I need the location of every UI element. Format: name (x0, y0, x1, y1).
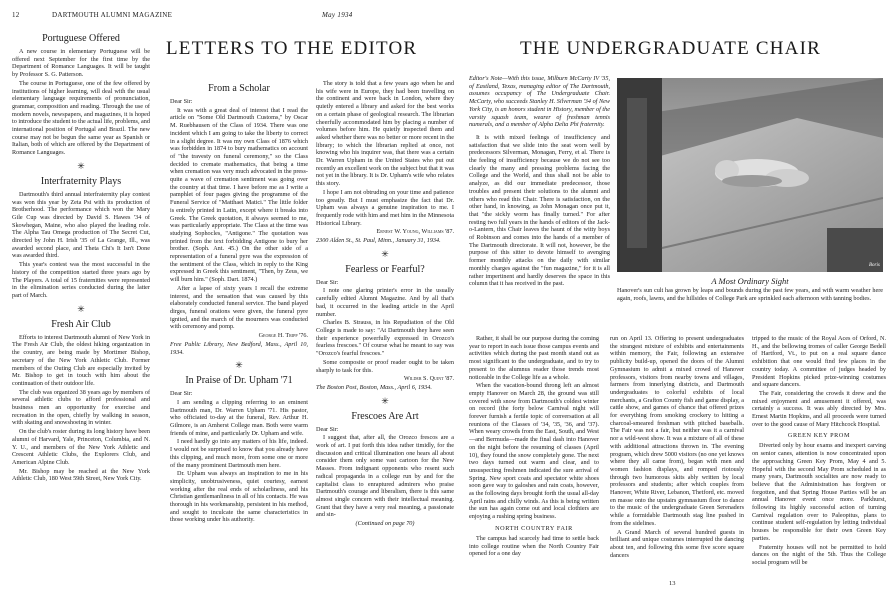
paragraph: I note one glaring printer's error in the usually carefully edited Alumni Magazine. And by all that's bad, it occurred in the leading article in the April number. (316, 287, 454, 318)
letter-signature: Ernest W. Young, Williams '87. (376, 228, 454, 236)
chair-column-1 (469, 335, 599, 592)
paragraph: Diverted only by hour exams and inexpert carving on senior canes, attention is now concentrated upon the approaching Green Key Prom, May 4 and 5. Hopeful with the second May Prom scheduled in as many years, Dartmouth socialites are now ready to believe that the Administration has forgiven or forgotten, and that Spring House Parties will be an annual Hanover event once more. Parkhurst, following its highly successful action of turning Carnival regulation over to Paleopitus, plans to continue student self-regulation by letting individual houses be responsible for their own Green Key parties. (752, 442, 886, 542)
paragraph: A Grand March of several hundred guests in brilliant and unique costumes interrupted the dancing about ten, and following this some five score square dancers (610, 528, 744, 559)
letters-column-1 (170, 80, 308, 592)
photo-caption-body: Hanover's sun cult has grown by leaps and bounds during the past few years, and with warm weather here again, roofs, lawns, and the hillsides of College Park are sprinkled each afternoon with tanning bodies. (617, 287, 883, 302)
paragraph: tripped to the music of the Royal Aces of Orford, N. H., and the bellowing tromes of caller George Bedell of Hartford, Vt., to put on a real square dance exhibition that one would find few places in the country today. A committee of judges headed by President Hopkins picked prize-winning costumes and square dancers. (752, 335, 886, 389)
paragraph: The campus had scarcely had time to settle back into college routine when the North Country Fair opened for a one day (469, 534, 599, 558)
chair-column-2 (610, 335, 744, 592)
paragraph: Mr. Bishop may be reached at the New York Athletic Club, 180 West 59th Street, New York City. (12, 467, 150, 483)
paragraph: run on April 13. Offering to present undergraduates the strangest mixture of exhibits and entertainments within memory, the Fair, following an extensive publicity build-up, opened the doors of the Alumni Gymnasium to admit a mixed crowd of Hanover professors, visitors from nearby towns and villages, farmers from innerlying districts, and Dartmouth undergraduates to colorful exhibits of local merchants, a Grafton County fish and game display, a cattle show, and games of chance that offered prizes for everything from smoking crockery to hitting a charcoal-smeared freshman with pitched baseballs. The Fair was not a fair, but neither was it a carnival nor a wild-west show. It was a mixture of all of these with additional attractions thrown in. The evening program, which drew 5000 visitors (no one yet knows where they all came from), began with men and women fashion displays, and romped riotously through two humorous skits ably written by local professors and students; after which couples from Hanover, White River, Lebanon, Thetford, etc. moved en masse onto the upstairs gymnasium floor to dance to the music of the undergraduate Green Serenaders while a formidable Dartmouth stag line pushed in from the sidelines. (610, 335, 744, 527)
paragraph: The Fair, considering the crowds it drew and the mixed enjoyment and amusement it offered, was certainly a success. It was ably directed by Mrs. Ernest Martin Hopkins, and all proceeds were turned over to the good cause of Mary Hitchcock Hospital. (752, 389, 886, 428)
editors-note: Editor's Note—With this issue, Milburn McCarty IV '35, of Eastland, Texas, managing editor of The Dartmouth, assumes occupancy of The Undergraduate Chair. McCarty, who succeeds Stanley H. Silverman '34 of New York City, is an honors student in History, member of the varsity squash team, wearer of freshman tennis numerals, and a member of Alpha Delta Phi fraternity. (469, 75, 610, 129)
section-divider-icon: ✳ (381, 248, 389, 259)
paragraph: After a lapse of sixty years I recall the extreme interest, and the sensation that was caused by this elaborately conducted funeral service. The band played dirges, funeral orations were given, the funeral pyre ignited, and the march of the mourners was conducted with ceremony and pomp. (170, 284, 308, 331)
page-number-left: 12 (12, 11, 20, 19)
salutation: Dear Sir: (170, 390, 193, 398)
paragraph: A new course in elementary Portuguese will be offered next September for the first time by the Department of Romance Languages. It will be taught by Professor S. G. Patterson. (12, 48, 150, 79)
letter-address: Free Public Library, New Bedford, Mass., April 10, 1934. (170, 340, 308, 356)
letter-heading: In Praise of Dr. Upham '71 (185, 375, 293, 387)
chair-section-title: THE UNDERGRADUATE CHAIR (520, 38, 821, 59)
salutation: Dear Sir: (170, 98, 193, 105)
paragraph: Fraternity houses will not be permitted to hold dances on the night of the 5th. Thus the College social program will be (752, 543, 886, 566)
letter-heading: Frescoes Are Art (351, 410, 419, 422)
paragraph: Dartmouth's third annual interfraternity play contest was won this year by Zeta Psi with its production of Brotherhood. The performance which won the Mary Gile Cup was directed by David S. Hawes '34 of Skowhegan, Maine, who also played the leading role. The Alpha Tau Omega production of The Secret Cut, directed by John H. Irish '35 of La Grange, Ill., was awarded second place, and Theta Chi's It Isn't Done was awarded third. (12, 190, 150, 260)
letters-section-title: LETTERS TO THE EDITOR (166, 38, 418, 59)
paragraph: When the vacation-bound throng left an almost empty Hanover on March 28, the ground was still covered with snow from Dartmouth's coldest winter on record (the forty below Carnival night will forever furnish a fertile topic of conversation at all reunions of the Classes of '34, '35, '36, and '37). When weary crowds from the East, South, and West—and Bermuda—made the final dash into Hanover on the night before the resuming of classes (April 10), they found the snow completely gone. The next two days turned out warm and clear, and to unsuspecting freshmen indicated the sure arrival of Spring. New sport coats and spectator white shoes soon gave way to galoshes and rain coats, however, as the following days brought forth the usual all-day April rains and chilly winds. As this is being written the sun has again come out and local clothiers are enjoying a rushing spring business. (469, 382, 599, 521)
paragraph: Efforts to interest Dartmouth alumni of New York in The Fresh Air Club, the oldest hiking organization in the country, are being made by Mortimer Bishop, secretary of the New York Athletic Club. Former members of the Outing Club are especially invited by Mr. Bishop to get in touch with him about the continuation of their outdoor life. (12, 333, 150, 387)
chair-column-3 (752, 335, 886, 592)
section-divider-icon: ✳ (381, 395, 389, 406)
issue-date: May 1934 (322, 11, 353, 19)
magazine-title: DARTMOUTH ALUMNI MAGAZINE (52, 11, 173, 19)
letter-address: The Boston Post, Boston, Mass., April 6, 1934. (316, 383, 432, 391)
article-heading: Fresh Air Club (51, 318, 111, 330)
paragraph: I suggest that, after all, the Orozco frescos are a work of art. I put forth this idea rather timidly, for the discussion and critical illumination one hears all about consider them only some vast cartoon for the New Masses. From indignant opponents who resent such radical propaganda in a college run by and for the capitalist class to enraptured admirers who praise Dartmouth's courage and liberalism, there is this same almost single concern with their intellectual meaning. Grant that they have a very real meaning, a passionate and sin- (316, 434, 454, 519)
letter-heading: From a Scholar (208, 83, 270, 94)
subsection-heading: GREEN KEY PROM (787, 432, 851, 440)
paragraph: On the club's roster during its long history have been alumni of Harvard, Yale, Princeton, Columbia, and N. Y. U., and members of the New York Athletic and Crescent Athletic Clubs, the Explorers Club, and American Alpine Club. (12, 428, 150, 466)
paragraph: It was with a great deal of interest that I read the article on "Some Old Dartmouth Customs," by Oscar M. Ruebhausen of the Class of 1934. There was one incident which I am going to take the liberty to correct in a slight degree. It was my own Class of 1876 which was forbidden in 1874 to bury mathematics on account of "the travesty on funeral ceremony," so the Class decided to cremate mathematics, that being a time when cremation was very much advocated in the press-quite a wave of cremation sentiment was going over the country at that time. I have before me as I write a pamphlet of four pages giving the programme of the Funeral Service of "Matthaei Matici." The little folder is entirely printed in Latin, except where it breaks into Greek. The Greek quotation, it always seemed to me, was particularly appropriate. The Class at the time was studying Sophocles, "Antigone." The quotation was printed from the text forbidding Antigone to bury her brother. (Soph. Ant. 45.) On the other side of a representation of a funeral pyre was the expression of the sentiment of the Class, which in reply to the King expressed in Greek this sentiment, "Then, by Zeus, we will burn him." (Soph. Dart. 1874.) (170, 106, 308, 284)
paragraph: Some composite or proof reader ought to be taken sharply to task for this. (316, 358, 454, 374)
paragraph: Charles B. Strauss, in his Repudiation of the Old College is made to say: "At Dartmouth they have seen their experience powerfully expressed in Orozco's fearless frescoes." Of course what he meant to say was "Orozco's fearful frescoes." (316, 319, 454, 358)
paragraph: I need hardly go into any matters of his life, indeed. I would not be surprised to know that you already have this clipping, and much more, from some one or more of the many prominent Dartmouth men here. (170, 438, 308, 469)
subsection-heading: NORTH COUNTRY FAIR (495, 524, 573, 532)
section-divider-icon: ✳ (235, 360, 243, 371)
sunbathers-photo (617, 78, 883, 272)
paragraph: Dr. Upham was always an inspiration to me in his simplicity, unobtrusiveness, quiet courtesy, earnest working after the real ends of scholarliness, and his Christian gentlemanliness in all of his contacts. He was thorough in his workmanship, persistent in his method, and sought to inculcate the same characteristics in those working under his authority. (170, 470, 308, 524)
paragraph: Rather, it shall be our purpose during the coming year to report in each issue those campus events and activities which during the past month stand out as most significant to the undergraduate, and to try to present to the alumnus reader those trends most noticeable in the College life as a whole. (469, 335, 599, 381)
paragraph: It is with mixed feelings of insufficiency and satisfaction that we slide into the seat worn well by predecessors Silverman, Monagan, Ferry, et al. There is the feeling of insufficiency because we do not see too clearly the many and pressing problems facing the College and the World, and thus shall not be able to analyze, as did our immediate predecessor, those troubles and present their solutions to the alumni and others who read this Chair. There is satisfaction, on the other hand, in knowing, as John Monagan once put it, that "the sickly worm has finally turned." For after resting two full years in the hands of editors of the Jack-o-Lantern, this Chair leaves the haunt of the witty boys of Robinson and comes into the hands of a member of The Dartmouth directorate. It will not, however, be the purpose of this sitter to devote himself to avenging former monthly attacks on the daily with similar monthly charges against the "fun magazine," for it is all rather impertinent and hardly deserves the space in this column that it has received in the past. (469, 133, 610, 288)
paragraph: The course in Portuguese, one of the few offered by institutions of higher learning, will deal with the usual elementary language requirements of pronunciation, grammar, composition and reading. Through the use of modern novels, newspapers, and magazines, it is hoped to introduce the student to the actual life, problems, and international position of Portugal and Brazil. The new course may not be begun the same year as Spanish or Italian, both of which are offered by the Department of Romance Languages. (12, 79, 150, 157)
letter-signature: George H. Tripp '76. (258, 332, 308, 340)
letter-heading: Fearless or Fearful? (345, 263, 425, 275)
paragraph: The story is told that a few years ago when he and his wife were in Europe, they had been travelling on the continent and were back in London, where they quietly entered a library and asked for the best works on a certain phase of geological research. The librarian cheerfully accommodated him by placing a number of volumes before him. He quietly inspected them and asked whether there was no better or more recent in the library; to which the librarian replied at once, not knowing who his inquirer was, that there was a certain Dr. Warren Upham in the United States who put out recently an excellent work on the subject but that it was not yet in the library. It is Dr. Upham's wife who relates this story. (316, 80, 454, 188)
salutation: Dear Sir: (316, 425, 339, 433)
chair-intro-column (469, 75, 610, 335)
letters-column-2 (316, 80, 454, 592)
section-divider-icon: ✳ (77, 160, 85, 171)
salutation: Dear Sir: (316, 278, 339, 286)
continued-note: (Continued on page 70) (355, 520, 415, 528)
paragraph: The club was organized 38 years ago by members of several athletic clubs to afford professional and business men an opportunity for exercise and recreation in the open, chiefly by walking in season, with skating and snowshoeing in winter. (12, 388, 150, 427)
news-column (12, 30, 150, 592)
page-number-right: 13 (669, 580, 676, 587)
article-heading: Interfraternity Plays (40, 175, 122, 187)
paragraph: I hope I am not obtruding on your time and patience too greatly. But I must emphasize the fact that Dr. Upham was always a genuine inspiration to me. I frequently rode with him and met him in the Minnesota Historical Library. (316, 188, 454, 227)
photo-credit: Boris (869, 263, 880, 268)
paragraph: This year's contest was the most successful in the history of the competition started three years ago by The Players. A total of 15 fraternities were represented in the elimination series conducted during the latter part of March. (12, 261, 150, 299)
section-divider-icon: ✳ (77, 303, 85, 314)
letter-address: 2300 Alden St., St. Paul, Minn., January 31, 1934. (316, 237, 441, 245)
article-heading: Portuguese Offered (42, 33, 120, 44)
photo-caption-title: A Most Ordinary Sight (711, 276, 789, 286)
paragraph: I am sending a clipping referring to an eminent Dartmouth man, Dr. Warren Upham '71. His pastor, who officiated to-day at the funeral, Rev. Arthur H. Gilmore, is an Amherst College man. Both were warm friends of mine, and particularly Dr. Upham and wife. (170, 398, 308, 437)
letter-signature: Wilder S. Quint '87. (403, 375, 454, 383)
